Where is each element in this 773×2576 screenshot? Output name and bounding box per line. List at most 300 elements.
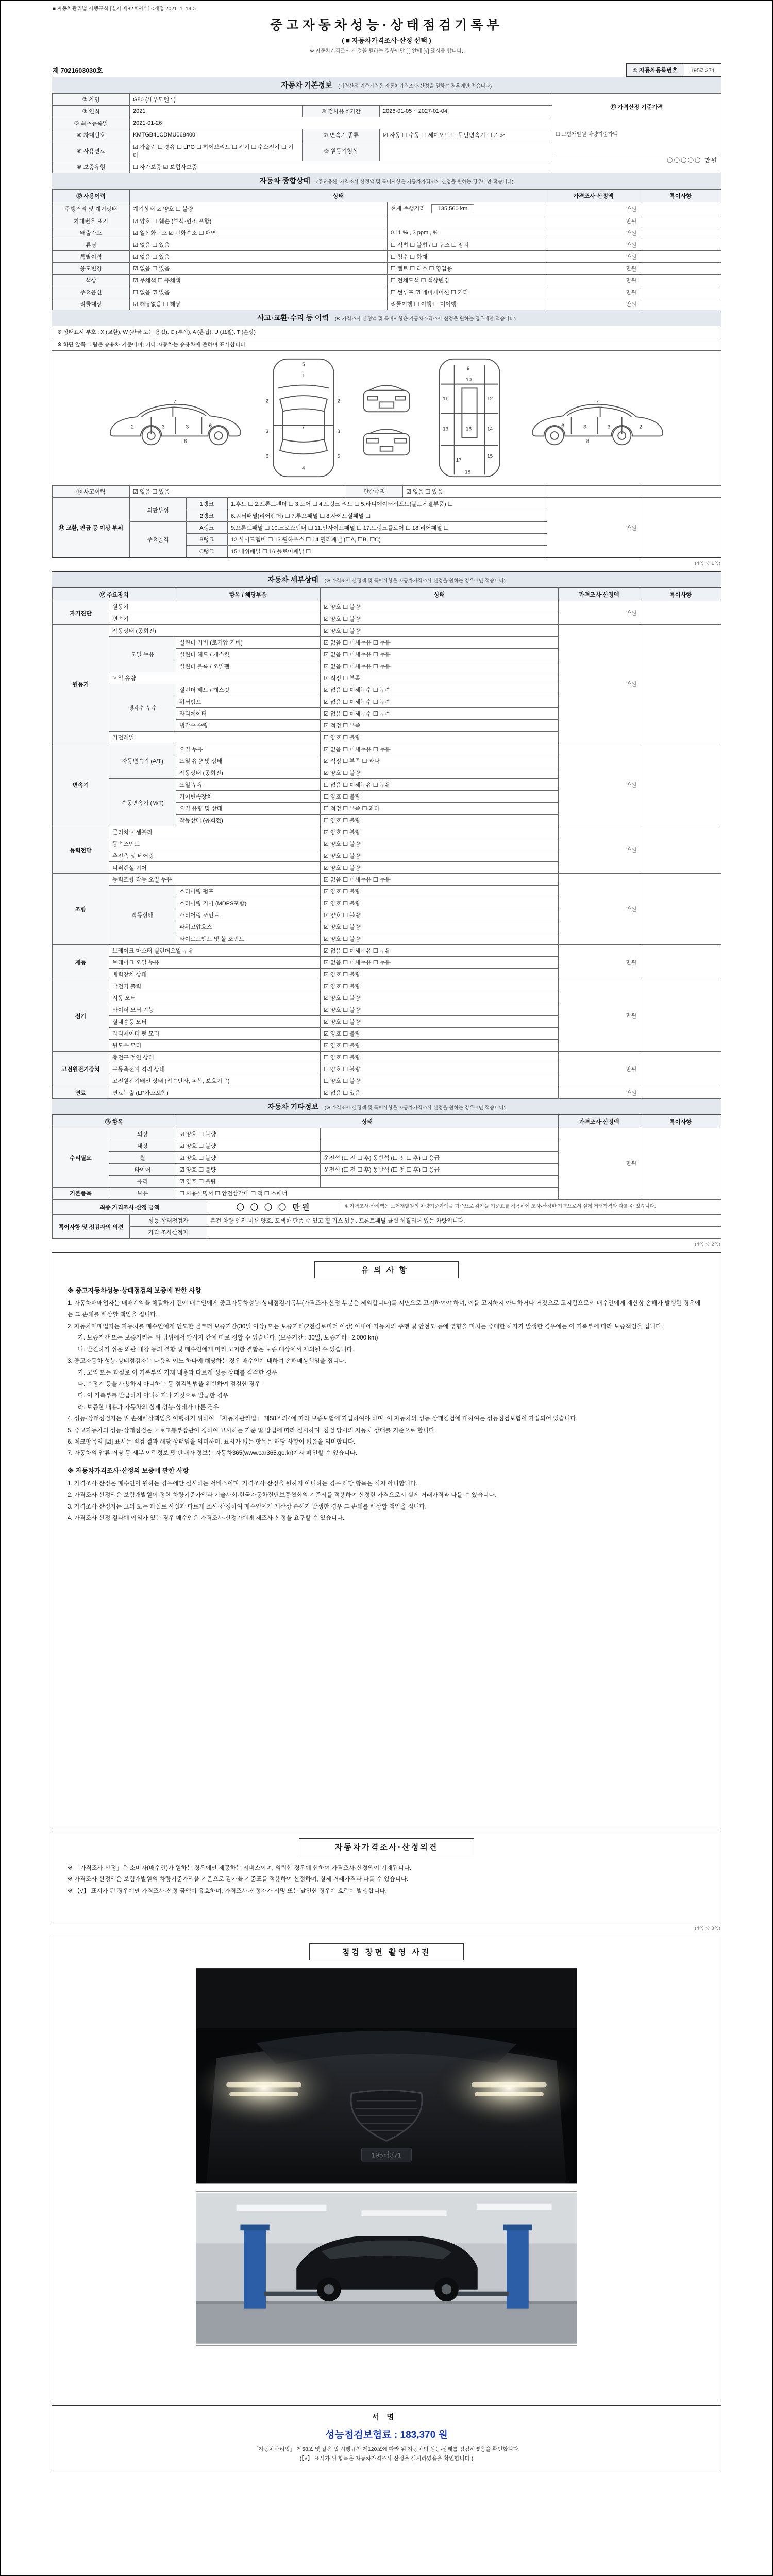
detail-state-table — [52, 588, 721, 1099]
reg-no-value: 195러371 — [684, 64, 721, 77]
remark-cell — [640, 286, 721, 298]
notice-item: 5. 중고자동차의 성능·상태점검은 국토교통부장관이 정하여 고시하는 기준 및 방법에 따라 실시하며, 점검 당시의 자동차 상태를 기준으로 합니다. — [68, 1427, 436, 1434]
simple-repair-label: 단순수리 — [346, 486, 403, 498]
remark-cell — [640, 498, 721, 557]
state-checkboxes[interactable]: ☑ 양호 ☐ 불량 — [321, 980, 559, 992]
price-cell: 만원 — [559, 1087, 640, 1099]
svg-text:3: 3 — [265, 429, 269, 435]
exchange-panel-table — [52, 498, 721, 557]
item-label: 시동 모터 — [109, 992, 321, 1004]
accident-remark-cell — [640, 486, 721, 498]
svg-text:4: 4 — [302, 465, 305, 471]
state-checkboxes[interactable]: ☑ 양호 ☐ 불량 — [176, 1176, 321, 1188]
item-label: 실린더 헤드 / 개스킷 — [176, 649, 321, 660]
notice-title: 유의사항 — [314, 1261, 459, 1278]
photo-license-plate: 195러371 — [371, 2151, 402, 2159]
price-cell: 만원 — [559, 826, 640, 874]
car-diagram-area — [52, 351, 721, 485]
notice-item: 가. 고의 또는 과실로 이 기록부의 기재 내용과 다르게 성능·상태를 점검한 경우 — [78, 1369, 277, 1376]
item-label: 워터펌프 — [176, 696, 321, 708]
state-checkboxes[interactable]: ☐ 양호 ☐ 불량 — [321, 1063, 559, 1075]
page-marker-3: (4쪽 중 3쪽) — [695, 1926, 720, 1931]
overall-state-table — [52, 189, 721, 310]
svg-text:14: 14 — [487, 426, 493, 432]
svg-text:10: 10 — [466, 377, 472, 383]
detail-col-device: ⑮ 주요장치 — [53, 588, 176, 601]
opinion-section-label: 특이사항 및 점검자의 의견 — [53, 1215, 130, 1239]
item-label: 작동상태 (공회전) — [176, 767, 321, 779]
svg-text:3: 3 — [607, 424, 611, 430]
notice-item: 나. 측정기 등을 사용하지 아니하는 등 점검방법을 위반하여 점검한 경우 — [78, 1381, 261, 1387]
accident-price-cell — [547, 486, 640, 498]
price-cell: 만원 — [559, 1052, 640, 1087]
price-cell: 만원 — [547, 263, 640, 275]
basic-info-note: (가격산정 기준가격은 자동차가격조사·산정을 원하는 경우에만 적습니다) — [338, 83, 492, 89]
usage-state-checkboxes[interactable]: ☑ 해당없음 ☐ 해당 — [130, 298, 388, 310]
final-amount-label: 최종 가격조사·산정 금액 — [53, 1200, 207, 1214]
state-code-legend: ※ 상태표시 부호 : X (교환), W (판금 또는 용접), C (부식), A (흠집), U (요철), T (손상) — [52, 326, 721, 338]
usage-extra-cell[interactable]: ☐ 전체도색 ☐ 색상변경 — [388, 275, 547, 286]
inspection-photo-lift — [196, 2191, 577, 2346]
etc-extra-checkboxes[interactable]: 운전석 (☐ 전 ☐ 후) 동반석 (☐ 전 ☐ 후) ☐ 응급 — [321, 1152, 559, 1164]
etc-item-label: 유리 — [109, 1176, 176, 1188]
notice-item: 4. 가격조사·산정 결과에 이의가 있는 경우 매수인은 가격조사·산정자에게 재조사·산정을 요구할 수 있습니다. — [68, 1515, 345, 1522]
table-row — [53, 251, 721, 263]
remark-cell — [640, 1052, 721, 1087]
device-label: 조향 — [53, 874, 109, 945]
state-checkboxes[interactable]: ☐ 양호 ☐ 불량 — [321, 1052, 559, 1063]
price-cell: 만원 — [547, 251, 640, 263]
signature-statement-2: (【√】 표시가 된 항목은 자동차가격조사·산정을 실시하였음을 확인합니다.) — [299, 2455, 474, 2462]
state-checkboxes[interactable]: ☐ 양호 ☐ 불량 — [321, 791, 559, 803]
inspection-photo-front-night — [196, 1968, 577, 2184]
sub-group-label: 자동변속기 (A/T) — [109, 743, 176, 779]
device-label: 변속기 — [53, 743, 109, 826]
item-label: 브레이크 마스터 실린더오일 누유 — [109, 945, 321, 957]
svg-text:8: 8 — [586, 438, 590, 445]
state-checkboxes[interactable]: ☑ 없음 ☐ 미세누수 ☐ 누수 — [321, 708, 559, 720]
state-checkboxes[interactable]: ☑ 양호 ☐ 불량 — [321, 921, 559, 933]
accident-checkboxes[interactable]: ☑ 없음 ☐ 있음 — [130, 486, 346, 498]
overall-col-state: 상태 — [130, 190, 547, 202]
engine-type-value — [380, 141, 552, 161]
item-label: 윈도우 모터 — [109, 1040, 321, 1052]
state-checkboxes[interactable]: ☑ 양호 ☐ 불량 — [321, 601, 559, 613]
table-row — [53, 263, 721, 275]
svg-text:2: 2 — [639, 424, 642, 430]
svg-text:6: 6 — [561, 423, 564, 429]
remark-cell — [640, 1087, 721, 1099]
usage-history-label: 주행거리 및 계기상태 — [53, 202, 130, 215]
state-checkboxes[interactable]: ☑ 양호 ☐ 불량 — [321, 909, 559, 921]
price-cell: 만원 — [559, 743, 640, 826]
item-label: 오일 유량 — [109, 672, 321, 684]
item-label: 동력조향 작동 오일 누유 — [109, 874, 321, 886]
state-checkboxes[interactable]: ☑ 양호 ☐ 불량 — [321, 767, 559, 779]
exchange-section-label: ⑭ 교환, 판금 등 이상 부위 — [53, 498, 130, 557]
sub-group-label: 냉각수 누수 — [109, 684, 176, 732]
remark-cell — [640, 227, 721, 239]
signature-statement-1: 「자동차관리법」 제58조 및 같은 법 시행규칙 제120조에 따라 위 자동차의 성능·상태를 점검하였음을 확인합니다. — [253, 2446, 520, 2452]
sub-group-label: 수동변속기 (M/T) — [109, 779, 176, 826]
svg-text:9: 9 — [467, 366, 470, 372]
usage-history-label: 리콜대상 — [53, 298, 130, 310]
remark-cell — [640, 1128, 721, 1199]
rank-item-checkboxes[interactable]: 12.사이드멤버 ☐ 13.휠하우스 ☐ 14.필러패널 (☐A, ☐B, ☐C) — [228, 534, 547, 546]
detail-col-remark: 특이사항 — [640, 588, 721, 601]
remark-cell — [640, 874, 721, 945]
state-checkboxes[interactable]: ☑ 양호 ☐ 불량 — [321, 838, 559, 850]
remark-cell — [640, 215, 721, 227]
state-checkboxes[interactable]: ☑ 양호 ☐ 불량 — [321, 1040, 559, 1052]
etc-col-item: ⑯ 항목 — [53, 1115, 176, 1128]
item-label: 작동상태 (공회전) — [109, 625, 321, 637]
usage-extra-cell[interactable]: ☐ 렌트 ☐ 리스 ☐ 영업용 — [388, 263, 547, 275]
item-label: 등속조인트 — [109, 838, 321, 850]
etc-extra-checkboxes[interactable]: 운전석 (☐ 전 ☐ 후) 동반석 (☐ 전 ☐ 후) ☐ 응급 — [321, 1164, 559, 1176]
item-label: 실린더 커버 (로커암 커버) — [176, 637, 321, 649]
remark-cell — [640, 239, 721, 251]
overall-col-remark: 특이사항 — [640, 190, 721, 202]
state-checkboxes[interactable]: ☑ 없음 ☐ 미세누유 ☐ 누유 — [321, 874, 559, 886]
basic-items-checkboxes[interactable]: ☐ 사용설명서 ☐ 안전삼각대 ☐ 잭 ☐ 스패너 — [176, 1188, 559, 1199]
overall-state-header — [52, 173, 721, 189]
svg-text:1: 1 — [302, 372, 305, 379]
svg-text:6: 6 — [337, 454, 340, 460]
price-opinion-lines — [68, 1862, 705, 1897]
price-cell: 만원 — [559, 874, 640, 945]
notice-item: 1. 자동차매매업자는 매매계약을 체결하기 전에 매수인에게 중고자동차성능·상태점검기록부(가격조사·산정 부분은 제외합니다)를 서면으로 고지하여야 하며, 이를 고지하지 아니하거나 거짓으로 고지함으로써 매수인에게 재산상 손해가 발생한 경우에는 그 손해를 배상할 책임을 집니다. — [68, 1300, 701, 1318]
mileage-label: 현재 주행거리 — [391, 206, 425, 212]
state-checkboxes[interactable]: ☐ 양호 ☐ 불량 — [321, 1075, 559, 1087]
svg-text:11: 11 — [443, 396, 448, 402]
state-checkboxes[interactable]: ☑ 양호 ☐ 불량 — [321, 850, 559, 862]
document-title: 중고자동차성능·상태점검기록부 — [270, 18, 503, 32]
rank-item-checkboxes[interactable]: 9.프론트패널 ☐ 10.크로스멤버 ☐ 11.인사이드패널 ☐ 17.트렁크플로어 ☐ 18.리어패널 ☐ — [228, 522, 547, 534]
accident-history-header — [52, 310, 721, 326]
svg-text:8: 8 — [183, 438, 187, 445]
state-checkboxes[interactable]: ☑ 없음 ☐ 있음 — [321, 1087, 559, 1099]
state-checkboxes[interactable]: ☑ 양호 ☐ 불량 — [321, 613, 559, 625]
table-row — [53, 1087, 721, 1099]
etc-col-price: 가격조사·산정액 — [559, 1115, 640, 1128]
item-label: 구동축전지 격리 상태 — [109, 1063, 321, 1075]
usage-extra-cell[interactable]: 리콜이행 ☐ 이행 ☐ 미이행 — [388, 298, 547, 310]
basic-items-label: 기본품목 — [53, 1188, 109, 1199]
table-row — [53, 874, 721, 886]
notice-section1-items — [68, 1298, 705, 1460]
state-checkboxes[interactable]: ☑ 적정 ☐ 부족 ☐ 과다 — [321, 755, 559, 767]
state-checkboxes[interactable]: ☑ 양호 ☐ 불량 — [321, 826, 559, 838]
remark-cell — [640, 826, 721, 874]
state-checkboxes[interactable]: ☐ 없음 ☐ 미세누유 ☐ 누유 — [321, 779, 559, 791]
fuel-label: ⑧ 사용연료 — [53, 141, 130, 161]
item-label: 스티어링 기어 (MDPS포함) — [176, 897, 321, 909]
usage-state-checkboxes[interactable]: ☑ 일산화탄소 ☑ 탄화수소 ☐ 매연 — [130, 227, 388, 239]
overall-state-note: (주요옵션, 가격조사·산정액 및 특이사항은 자동차가격조사·산정을 원하는 경우에만 적습니다) — [316, 179, 514, 185]
state-checkboxes[interactable]: ☑ 적정 ☐ 부족 — [321, 672, 559, 684]
usage-state-checkboxes[interactable]: ☑ 무채색 ☐ 유채색 — [130, 275, 388, 286]
basic-items-state: 보유 — [109, 1188, 176, 1199]
state-checkboxes[interactable]: ☑ 양호 ☐ 불량 — [176, 1128, 321, 1140]
table-row — [53, 286, 721, 298]
svg-text:2: 2 — [265, 398, 269, 404]
svg-text:12: 12 — [487, 396, 493, 402]
transmission-checkboxes[interactable]: ☑ 자동 ☐ 수동 ☐ 세미오토 ☐ 무단변속기 ☐ 기타 — [380, 129, 552, 141]
price-cell: 만원 — [559, 945, 640, 980]
state-checkboxes[interactable]: ☐ 양호 ☐ 불량 — [321, 815, 559, 826]
registration-number-box — [626, 63, 721, 77]
price-cell: 만원 — [559, 980, 640, 1052]
basic-info-table — [52, 93, 721, 173]
price-cell: 만원 — [547, 275, 640, 286]
rank-label: B랭크 — [187, 534, 228, 546]
outer-panel-label: 외판부위 — [130, 498, 187, 522]
inspector-opinion-text: 본건 차량 엔진·미션 양호. 도색한 단품 수 있고 휠 기스 있음. 프론트패널 클립 체결되어 있는 차량입니다. — [207, 1215, 721, 1227]
appraiser-opinion-text — [207, 1227, 721, 1239]
state-checkboxes[interactable]: ☑ 양호 ☐ 불량 — [321, 969, 559, 980]
item-label: 타이로드엔드 및 볼 조인트 — [176, 933, 321, 945]
state-checkboxes[interactable]: ☑ 양호 ☐ 불량 — [321, 1016, 559, 1028]
final-amount-note: ※ 가격조사·산정액은 보험개발원의 차량기준가액을 기준으로 감가율 기준표를 적용하여 조사·산정한 가격으로서 실제 거래가격과 다를 수 있습니다. — [341, 1200, 721, 1214]
item-label: 작동상태 (공회전) — [176, 815, 321, 826]
usage-state-checkboxes[interactable]: ☑ 없음 ☐ 있음 — [130, 251, 388, 263]
item-label: 추진축 및 베어링 — [109, 850, 321, 862]
repair-need-label: 수리필요 — [53, 1128, 109, 1188]
svg-text:7: 7 — [173, 399, 176, 405]
item-label: 와이퍼 모터 기능 — [109, 1004, 321, 1016]
etc-info-header — [52, 1099, 721, 1115]
simple-repair-checkboxes[interactable]: ☑ 없음 ☐ 있음 — [403, 486, 547, 498]
price-cell: 만원 — [559, 1128, 640, 1199]
state-checkboxes[interactable]: ☑ 없음 ☐ 미세누유 ☐ 누유 — [321, 743, 559, 755]
price-cell: 만원 — [547, 498, 640, 557]
warranty-type-label: ⑩ 보증유형 — [53, 161, 130, 173]
page-marker-2: (4쪽 중 2쪽) — [695, 1242, 720, 1247]
car-diagram-right-side — [526, 384, 670, 452]
svg-text:3: 3 — [337, 429, 340, 435]
table-row — [53, 1052, 721, 1063]
svg-text:6: 6 — [265, 454, 269, 460]
state-checkboxes[interactable]: ☑ 양호 ☐ 불량 — [321, 897, 559, 909]
price-cell: 만원 — [547, 286, 640, 298]
item-label: 커먼레일 — [109, 732, 321, 743]
table-row — [53, 1128, 721, 1140]
detail-col-price: 가격조사·산정액 — [559, 588, 640, 601]
detail-col-state: 상태 — [321, 588, 559, 601]
svg-text:13: 13 — [443, 426, 449, 432]
mileage-value: 135,560 km — [431, 204, 474, 213]
basic-info-title: 자동차 기본정보 — [281, 81, 332, 89]
car-name-value: G80 (세부모델 : ) — [130, 94, 552, 106]
table-row — [53, 625, 721, 637]
title-note: ※ 자동차가격조사·산정을 원하는 경우에만 [ ] 안에 [√] 표시를 합니다. — [310, 48, 463, 54]
item-label: 디퍼렌셜 기어 — [109, 862, 321, 874]
car-name-label: ② 차명 — [53, 94, 130, 106]
state-checkboxes[interactable]: ☑ 양호 ☐ 불량 — [321, 933, 559, 945]
item-label: 발전기 출력 — [109, 980, 321, 992]
usage-history-label: 용도변경 — [53, 263, 130, 275]
vin-label: ⑥ 차대번호 — [53, 129, 130, 141]
sub-group-label: 작동상태 — [109, 886, 176, 945]
table-row — [53, 227, 721, 239]
table-row — [53, 601, 721, 613]
svg-text:5: 5 — [302, 362, 305, 368]
remark-cell — [640, 980, 721, 1052]
rank-item-checkboxes[interactable]: 1.후드 ☐ 2.프론트펜더 ☐ 3.도어 ☐ 4.트렁크 리드 ☐ 5.라디에이터서포트(볼트체결부품) ☐ — [228, 498, 547, 510]
remark-cell — [640, 263, 721, 275]
photos-title: 점검 장면 촬영 사진 — [309, 1943, 464, 1960]
price-opinion-line: ※ 「가격조사·산정」은 소비자(매수인)가 원하는 경우에만 제공하는 서비스이며, 의뢰한 경우에 한하여 가격조사·산정액이 기재됩니다. — [68, 1865, 412, 1871]
warranty-type-checkboxes[interactable]: ☐ 자가보증 ☑ 보험사보증 — [130, 161, 552, 173]
usage-history-label: 특별이력 — [53, 251, 130, 263]
etc-extra-checkboxes — [321, 1128, 559, 1140]
car-diagram-underbody-view — [427, 355, 512, 481]
appraiser-label: 가격·조사산정자 — [130, 1227, 207, 1239]
item-label: 스티어링 펌프 — [176, 886, 321, 897]
svg-text:15: 15 — [487, 454, 493, 460]
car-diagram-small-views — [360, 377, 413, 459]
detail-state-title: 자동차 세부상태 — [267, 575, 318, 584]
usage-extra-cell[interactable]: ☐ 썬루프 ☑ 네비게이션 ☐ 기타 — [388, 286, 547, 298]
rank-label: A랭크 — [187, 522, 228, 534]
price-basis-source[interactable]: ☐ 보험개발원 차량기준가액 — [556, 131, 618, 138]
table-row — [53, 239, 721, 251]
item-label: 브레이크 오일 누유 — [109, 957, 321, 969]
accident-history-title: 사고·교환·수리 등 이력 — [257, 314, 329, 322]
notice-section2-heading: ※ 자동차가격조사·산정의 보증에 관한 사항 — [68, 1467, 189, 1475]
device-label: 원동기 — [53, 625, 109, 743]
state-checkboxes[interactable]: ☑ 양호 ☐ 불량 — [321, 1028, 559, 1040]
table-row — [53, 945, 721, 957]
table-row — [53, 202, 721, 215]
notice-item: 1. 가격조사·산정은 매수인이 원하는 경우에만 실시하는 서비스이며, 가격조사·산정을 원하지 아니하는 경우 해당 항목은 적지 아니합니다. — [68, 1480, 418, 1487]
rank-label: 2랭크 — [187, 510, 228, 522]
device-label: 전기 — [53, 980, 109, 1052]
state-checkboxes[interactable]: ☑ 양호 ☐ 불량 — [321, 625, 559, 637]
item-label: 라디에이터 — [176, 708, 321, 720]
inspector-opinion-table — [52, 1214, 721, 1239]
price-basis-label: ⑪ 가격산정 기준가격 — [610, 104, 663, 110]
state-checkboxes[interactable]: ☐ 양호 ☐ 불량 — [321, 732, 559, 743]
remark-cell — [640, 945, 721, 980]
accident-history-note: (※ 가격조사·산정액 및 특이사항은 자동차가격조사·산정을 원하는 경우에만 적습니다) — [334, 316, 516, 322]
year-label: ③ 연식 — [53, 106, 130, 117]
remark-cell — [640, 251, 721, 263]
inspection-period-label: ④ 검사유효기간 — [303, 106, 380, 117]
car-diagram-top-view — [261, 355, 346, 481]
notice-item: 나. 발견하기 쉬운 외관·내장 등의 결함 및 매수인에게 미리 고지한 결함은 보증 대상에서 제외될 수 있습니다. — [78, 1346, 354, 1353]
reg-no-label: ① 자동차등록번호 — [626, 64, 684, 77]
state-checkboxes[interactable]: ☑ 없음 ☐ 미세누유 ☐ 누유 — [321, 945, 559, 957]
usage-state-checkboxes[interactable]: 계기상태 ☑ 양호 ☐ 불량 — [130, 202, 388, 215]
document-header — [52, 15, 721, 77]
usage-extra-cell[interactable]: ☐ 침수 ☐ 화재 — [388, 251, 547, 263]
state-checkboxes[interactable]: ☑ 양호 ☐ 불량 — [176, 1152, 321, 1164]
detail-col-item: 항목 / 해당부품 — [176, 588, 321, 601]
state-checkboxes[interactable]: ☑ 적정 ☐ 부족 — [321, 720, 559, 732]
final-amount-value: 〇 〇 〇 〇 만원 — [207, 1200, 341, 1214]
price-opinion-box — [52, 1831, 721, 1923]
state-checkboxes[interactable]: ☑ 양호 ☐ 불량 — [321, 1004, 559, 1016]
table-row — [53, 980, 721, 992]
rank-item-checkboxes[interactable]: 15.대쉬패널 ☐ 16.플로어패널 ☐ — [228, 546, 547, 557]
etc-col-remark: 특이사항 — [640, 1115, 721, 1128]
price-cell: 만원 — [559, 625, 640, 743]
state-checkboxes[interactable]: ☑ 양호 ☐ 불량 — [176, 1164, 321, 1176]
state-checkboxes[interactable]: ☑ 없음 ☐ 미세누유 ☐ 누유 — [321, 637, 559, 649]
item-label: 오일 유량 및 상태 — [176, 803, 321, 815]
state-checkboxes[interactable]: ☑ 없음 ☐ 미세누유 ☐ 누유 — [321, 649, 559, 660]
usage-extra-cell[interactable]: ☐ 적법 ☐ 불법 / ☐ 구조 ☐ 장치 — [388, 239, 547, 251]
overall-col-price: 가격조사·산정액 — [547, 190, 640, 202]
notice-item: 7. 자동차의 압류·저당 등 세부 이력정보 및 판매자 정보는 자동차365(www.car365.go.kr)에서 확인할 수 있습니다. — [68, 1450, 358, 1457]
price-cell: 만원 — [547, 202, 640, 215]
etc-col-state: 상태 — [176, 1115, 559, 1128]
usage-history-label: 주요옵션 — [53, 286, 130, 298]
usage-history-label: 배출가스 — [53, 227, 130, 239]
svg-text:6: 6 — [209, 423, 212, 429]
svg-text:3: 3 — [161, 424, 165, 430]
section-box-2 — [52, 571, 721, 1239]
table-row — [53, 275, 721, 286]
basic-info-header — [52, 77, 721, 93]
notice-section1-heading: ※ 중고자동차성능·상태점검의 보증에 관한 사항 — [68, 1287, 201, 1294]
item-label: 오일 누유 — [176, 743, 321, 755]
etc-item-label: 휠 — [109, 1152, 176, 1164]
state-checkboxes[interactable]: ☑ 없음 ☐ 미세누수 ☐ 누수 — [321, 696, 559, 708]
etc-info-table — [52, 1115, 721, 1199]
form-reference: ■ 자동차관리법 시행규칙 [별지 제82호서식] <개정 2021. 1. 19.> — [53, 6, 196, 12]
state-checkboxes[interactable]: ☑ 양호 ☐ 불량 — [321, 862, 559, 874]
usage-state-checkboxes[interactable]: ☑ 없음 ☐ 있음 — [130, 239, 388, 251]
state-checkboxes[interactable]: ☑ 없음 ☐ 미세누유 ☐ 누유 — [321, 660, 559, 672]
state-checkboxes[interactable]: ☑ 없음 ☐ 미세누수 ☐ 누수 — [321, 684, 559, 696]
state-checkboxes[interactable]: ☐ 적정 ☐ 부족 ☐ 과다 — [321, 803, 559, 815]
engine-type-label: ⑨ 원동기형식 — [303, 141, 380, 161]
svg-text:3: 3 — [186, 424, 189, 430]
rank-item-checkboxes[interactable]: 6.쿼터패널(리어펜더) ☐ 7.루프패널 ☐ 8.사이드실패널 ☐ — [228, 510, 547, 522]
item-label: 클러치 어셈블리 — [109, 826, 321, 838]
state-checkboxes[interactable]: ☑ 양호 ☐ 불량 — [321, 886, 559, 897]
notice-box — [52, 1252, 721, 1829]
first-registration-label: ⑤ 최초등록일 — [53, 117, 130, 129]
insurance-fee-label: 성능점검보험료 : — [325, 2430, 398, 2441]
notice-item: 3. 중고자동차 성능·상태점검자는 다음의 어느 하나에 해당하는 경우 매수인에 대하여 손해배상책임을 집니다. — [68, 1358, 346, 1365]
device-label: 자기진단 — [53, 601, 109, 625]
main-frame-label: 주요골격 — [130, 522, 187, 557]
state-checkboxes[interactable]: ☑ 양호 ☐ 불량 — [176, 1140, 321, 1152]
device-label: 연료 — [53, 1087, 109, 1099]
state-checkboxes[interactable]: ☑ 양호 ☐ 불량 — [321, 992, 559, 1004]
item-label: 고전원전기배선 상태 (접속단자, 피복, 보호기구) — [109, 1075, 321, 1087]
usage-state-checkboxes[interactable]: ☐ 없음 ☑ 있음 — [130, 286, 388, 298]
etc-extra-checkboxes — [321, 1176, 559, 1188]
first-registration-value: 2021-01-26 — [130, 117, 552, 129]
remark-cell — [640, 625, 721, 743]
notice-item: 2. 자동차매매업자는 자동차를 매수인에게 인도한 날부터 보증기간(30일 이상) 또는 보증거리(2천킬로미터 이상) 이내에 자동차의 주행 및 안전도 등에 영향을 미치는 중대한 하자가 발생한 경우에는 이 기록부에 따라 보증책임을 집니다. — [68, 1323, 663, 1330]
svg-text:16: 16 — [466, 426, 472, 432]
usage-state-checkboxes[interactable]: ☑ 없음 ☐ 있음 — [130, 263, 388, 275]
diagram-note: ※ 하단 앞쪽 그림은 승용차 기준이며, 기타 자동차는 승용차에 준하여 표시합니다. — [52, 338, 721, 351]
fuel-checkboxes[interactable]: ☑ 가솔린 ☐ 경유 ☐ LPG ☐ 하이브리드 ☐ 전기 ☐ 수소전기 ☐ 기타 — [130, 141, 303, 161]
item-label: 연료누출 (LP가스포함) — [109, 1087, 321, 1099]
usage-extra-cell — [388, 202, 547, 215]
state-checkboxes[interactable]: ☑ 없음 ☐ 미세누유 ☐ 누유 — [321, 957, 559, 969]
final-amount-table — [52, 1199, 721, 1214]
usage-state-checkboxes[interactable]: ☑ 양호 ☐ 훼손 (부식·변조 포함) — [130, 215, 388, 227]
price-basis-cell — [552, 94, 721, 173]
